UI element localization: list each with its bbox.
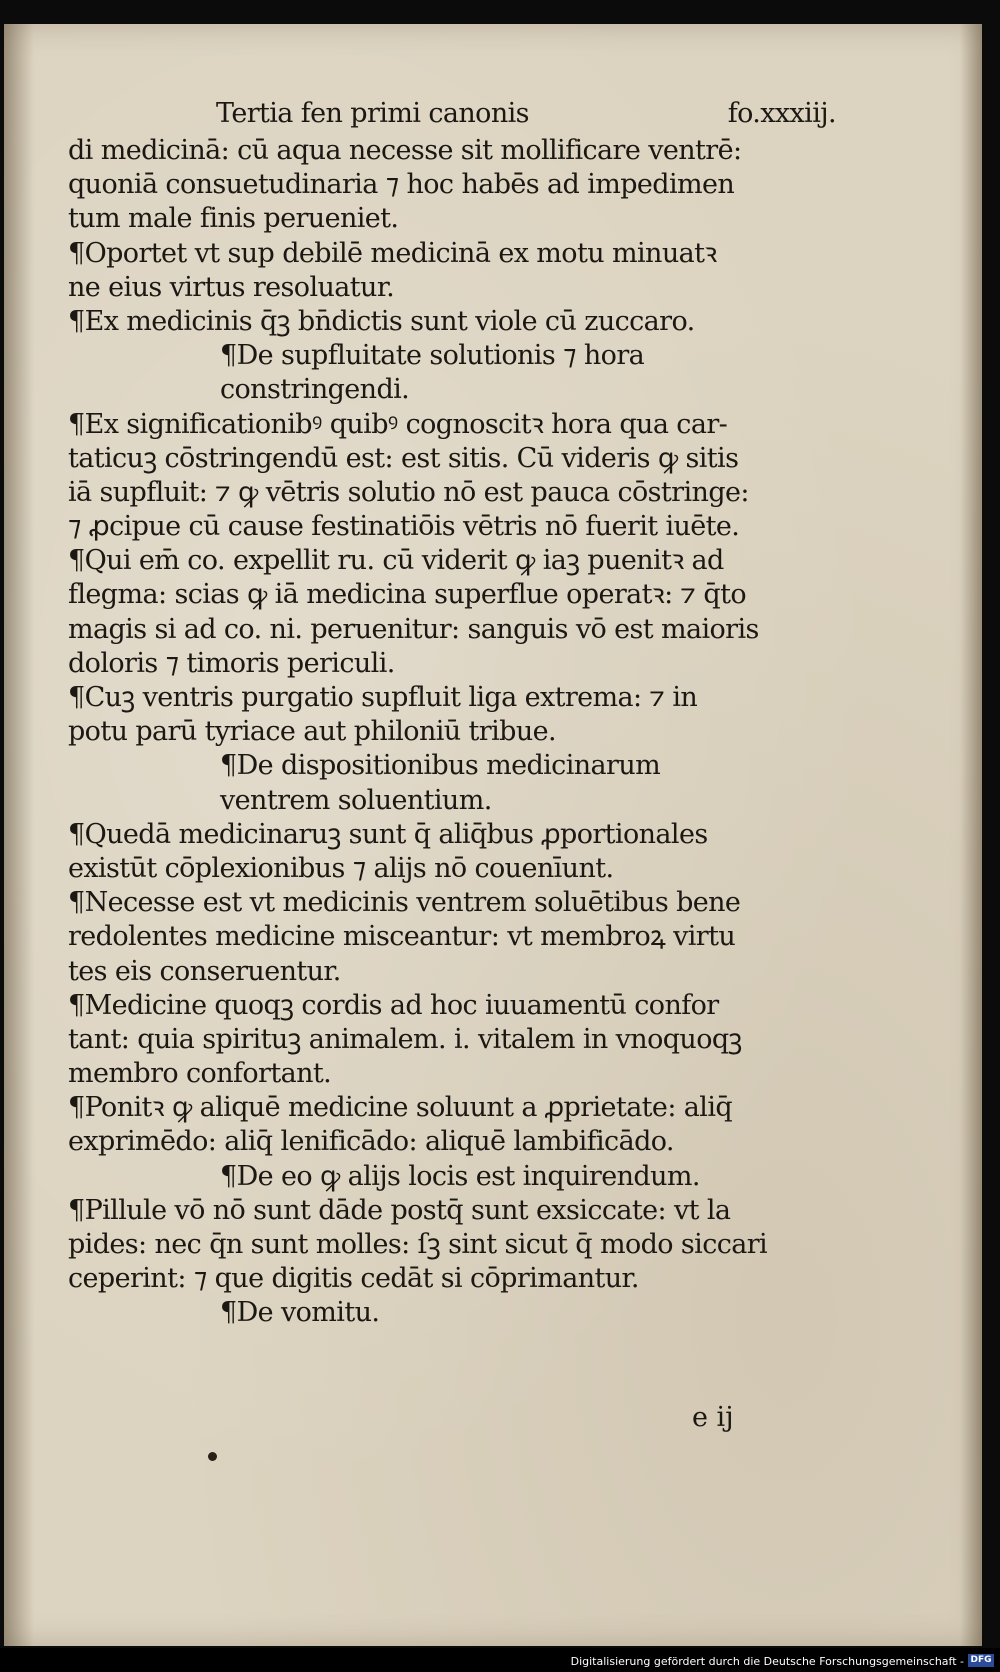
text-line: tum male finis perueniet. xyxy=(68,203,399,235)
text-line: redolentes medicine misceantur: vt membroꝝ virtu xyxy=(68,921,736,953)
text-line: quoniā consuetudinaria ⁊ hoc habēs ad impedimen xyxy=(68,169,735,201)
text-line: tant: quia spirituꝫ animalem. i. vitalem in vnoquoqꝫ xyxy=(68,1023,742,1055)
text-line: ¶Qui em̄ co. expellit ru. cū viderit ꝙ iaꝫ puenitꝛ ad xyxy=(68,545,724,577)
dfg-logo-icon: DFG xyxy=(968,1654,994,1667)
folio-number: fo.xxxiij. xyxy=(727,98,836,129)
text-line: ¶Oportet vt sup debilē medicinā ex motu minuatꝛ xyxy=(68,237,717,269)
text-line: ¶Ex medicinis q̄ꝫ bn̄dictis sunt viole cū zuccaro. xyxy=(68,305,695,337)
text-line: di medicinā: cū aqua necesse sit mollificare ventrē: xyxy=(68,135,742,166)
text-line: ¶Cuꝫ ventris purgatio supfluit liga extrema: ⁊ in xyxy=(68,682,698,713)
text-line: magis si ad co. ni. peruenitur: sanguis vō est maioris xyxy=(68,613,759,645)
text-line: tes eis conseruentur. xyxy=(68,955,341,987)
text-line: ¶De dispositionibus medicinarum xyxy=(220,750,661,782)
text-line: existūt cōplexionibus ⁊ alijs nō couenīunt. xyxy=(68,852,614,884)
text-line: potu parū tyriace aut philoniū tribue. xyxy=(68,716,556,748)
text-line: exprimēdo: aliq̄ lenificādo: aliquē lambificādo. xyxy=(68,1126,674,1158)
text-line: ¶De eo ꝙ alijs locis est inquirendum. xyxy=(220,1160,700,1192)
text-line: flegma: scias ꝙ iā medicina superflue operatꝛ: ⁊ q̄to xyxy=(68,579,746,611)
text-line: ¶Quedā medicinaruꝫ sunt q̄ aliq̄bus ꝓportionales xyxy=(68,818,708,850)
page-gutter-shadow xyxy=(4,24,34,1646)
text-block xyxy=(68,94,848,1331)
ink-spot xyxy=(208,1452,217,1461)
text-line: ¶Necesse est vt medicinis ventrem soluētibus bene xyxy=(68,887,741,919)
signature-mark: e ij xyxy=(692,1402,734,1433)
text-line: ⁊ ꝓcipue cū cause festinatiōis vētris nō fuerit iuēte. xyxy=(68,511,740,543)
text-line: ¶Ex significationibꝰ quibꝰ cognoscitꝛ hora qua car- xyxy=(68,408,728,440)
text-line: ceperint: ⁊ que digitis cedāt si cōprimantur. xyxy=(68,1263,639,1295)
text-line: pides: nec q̄n sunt molles: ſꝫ sint sicut q̄ modo siccari xyxy=(68,1229,768,1260)
running-title: Tertia fen primi canonis xyxy=(216,98,529,129)
footer-bar xyxy=(0,1648,1000,1672)
text-line: ¶De supfluitate solutionis ⁊ hora xyxy=(220,340,645,372)
footer-credit: Digitalisierung gefördert durch die Deutsche Forschungsgemeinschaft - xyxy=(570,1655,964,1668)
text-line: iā supfluit: ⁊ ꝙ vētris solutio nō est pauca cōstringe: xyxy=(68,476,749,508)
text-line: ¶Pillule vō nō sunt dāde postq̄ sunt exsiccate: vt la xyxy=(68,1194,731,1226)
text-line: membro confortant. xyxy=(68,1058,332,1090)
text-line: ventrem soluentium. xyxy=(220,784,492,816)
running-head xyxy=(68,94,848,134)
book-page xyxy=(4,24,982,1646)
text-line: ¶De vomitu. xyxy=(220,1297,380,1329)
text-line: constringendi. xyxy=(220,374,410,406)
text-line: doloris ⁊ timoris periculi. xyxy=(68,647,395,679)
text-line: ¶Ponitꝛ ꝙ aliquē medicine soluunt a ꝓprietate: aliq̄ xyxy=(68,1092,733,1124)
text-line: ¶Medicine quoqꝫ cordis ad hoc iuuamentū confor xyxy=(68,989,719,1021)
text-line: ne eius virtus resoluatur. xyxy=(68,271,395,303)
page-edge-shadow xyxy=(960,24,982,1646)
text-line: taticuꝫ cōstringendū est: est sitis. Cū videris ꝙ sitis xyxy=(68,442,739,474)
text-lines xyxy=(68,134,848,1331)
